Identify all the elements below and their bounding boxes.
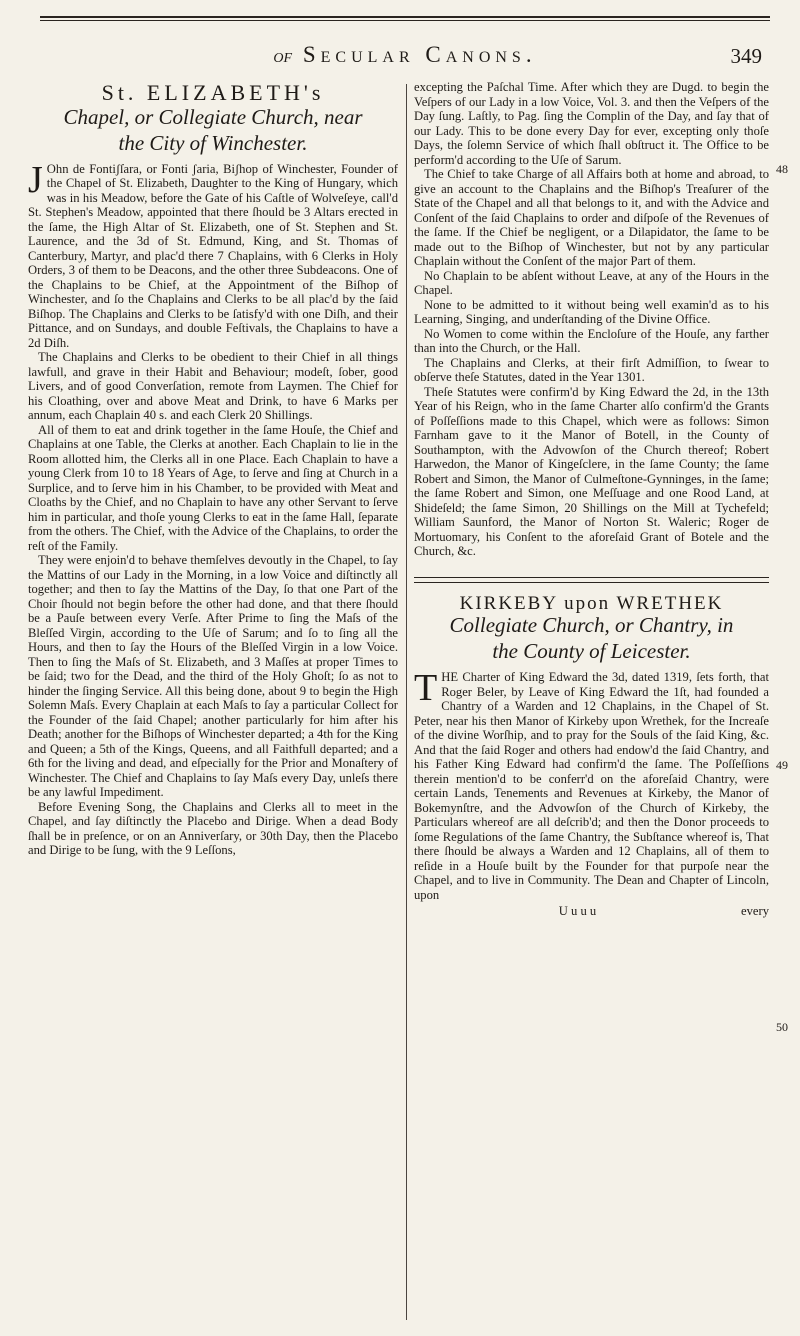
right-column <box>414 80 769 919</box>
section-subheading: the County of Leicester. <box>492 639 691 663</box>
paragraph: They were enjoin'd to behave themſelves devoutly in the Chapel, to ſay the Mattins of our Lady in the Morning, in a low Voice and diſtinctly all together; and then to ſay the Mattins of the Day, ſo that one Part of the Choir ſhould not begin before the other had done, and that there ſhould be a Pauſe between every Verſe. After Prime to ſing the Maſs of the Bleſſed Virgin, according to the Uſe of Sarum; and ſo to ſing all the Hours, and then to ſay the Hours of the Bleſſed Virgin in a low Voice. Then to ſing the Maſs of St. Elizabeth, and 3 Maſſes at proper Times to be ſaid; two for the Dead, and the third of the Holy Ghoſt; ſo as not to hinder the ſinging Service. All this being done, about 9 to begin the High Solemn Maſs. Every Chaplain at each Maſs to ſay a particular Collect for the Founder of the ſaid Chapel; another particularly for him after his Death; another for the Biſhops of Winchester departed; a 4th for the King and Queen; a 5th of the Kings, Queens, and all Faithfull departed; and a 6th for the living and dead, and eſpecially for the Prior and Monaſtery of Winchester. The Chief and Chaplains to ſay Maſs every Day, unleſs there be any lawful Impediment. <box>28 553 398 799</box>
signature-line <box>414 904 769 919</box>
paragraph-text: HE Charter of King Edward the 3d, dated 1319, ſets forth, that Roger Beler, by Leave of King Edward the 1ſt, had founded a Chantry of a Warden and 12 Chaplains, in the Chapel of St. Peter, near his then Manor of Kirkeby upon Wrethek, for the Increaſe of the divine Worſhip, and to pray for the Souls of the ſaid King, &c. And that the ſaid Roger and others had endow'd the ſaid Chantry, and his Father King Edward had confirm'd the ſame. The Poſſeſſions therein mention'd to be conferr'd on the aforeſaid Chantry, were certain Lands, Tenements and Revenues at Kirkeby, the Manor of Bokemynſtre, and the Advowſon of the Church of Kirkeby, the Particulars whereof are all deſcrib'd; and then the Donor proceeds to ſome Regulations of the ſame Chantry, the Subſtance whereof is, That there ſhould be always a Warden and 12 Chaplains, all of them to reſide in a Houſe built by the Founder for that purpoſe near the Chapel, and to live in Community. The Dean and Chapter of Lincoln, upon <box>414 670 769 902</box>
section-heading: St. ELIZABETH's <box>101 80 325 105</box>
section-subheading: the City of Winchester. <box>118 130 308 155</box>
paragraph <box>28 158 398 351</box>
paragraph: The Chief to take Charge of all Affairs both at home and abroad, to give an account to the Chaplains and the Biſhop's Treaſurer of the State of the Chapel and all that belongs to it, and with the Advice and Conſent of the ſaid Chaplains to order and diſpoſe of the Revenues of the ſame. If the Chief be negligent, or a Dilapidator, the ſame to be made out to the Biſhop of Winchester, but not by any particular Chaplain without the Conſent of the major Part of them. <box>414 167 769 268</box>
paragraph: Theſe Statutes were confirm'd by King Edward the 2d, in the 13th Year of his Reign, who in the ſame Charter alſo confirm'd the Grants of Poſſeſſions made to this Chapel, which were as follows: Simon Farnham gave to it the Manor of Botell, in the County of Southampton, with the Advowſon of the Church thereof; Robert Harwedon, the Manor of Kingeſclere, in the ſame County; the ſame Robert and Simon, the Manor of Culmeſtone-Gynninges, in the ſame; the ſame Robert and Simon, one Meſſuage and one Rood Land, at Shideſeld; the ſame Simon, 20 Shillings on the Mill at Tychefeld; William Saunford, the Manor of Norton St. Waleric; Roger de Mortuomary, his Conſent to the aforeſaid Grant of Botele and the Church, &c. <box>414 384 769 558</box>
catchword: every <box>741 904 769 918</box>
page-number: 349 <box>730 44 762 68</box>
margin-number: 49 <box>776 758 788 772</box>
paragraph: None to be admitted to it without being well examin'd as to his Learning, Singing, and underſtanding of the Divine Office. <box>414 297 769 326</box>
section-rule <box>414 577 769 578</box>
paragraph: The Chaplains and Clerks to be obedient to their Chief in all things lawfull, and grave in their Habit and Behaviour; modeſt, ſober, good Livers, and of good Converſation, remote from Laymen. The Chief for his Cloathing, over and above Meat and Drink, to have 6 Marks per annum, each Chaplain 40 s. and each Clerk 20 Shillings. <box>28 350 398 422</box>
paragraph: All of them to eat and drink together in the ſame Houſe, the Chief and Chaplains at one Table, the Clerks at another. Each Chaplain to lie in the Room allotted him, the Clerks all in one Place. Each Chaplain to have a young Clerk from 10 to 18 Years of Age, to ſerve and ſing at Church in a Surplice, and to ſerve him in his Chamber, to be provided with Meat and Cloaths by the Chief, and no Chaplain to have any other Servant to ſerve him in particular, and thoſe young Clerks to eat in the ſame Hall, ſeparate from the others. The Chief, with the Advice of the Chaplains, to order the reſt of the Family. <box>28 422 398 553</box>
column-divider <box>406 84 407 1320</box>
margin-number: 48 <box>776 162 788 176</box>
section-subheading: Collegiate Church, or Chantry, in <box>449 613 734 637</box>
drop-cap: J <box>28 158 43 201</box>
paragraph-text: Ohn de Fontiʃſara, or Fonti ʃaria, Biʃhop of Winchester, Founder of the Chapel of St. Elizabeth, Daughter to the King of Hungary, which was in his Meadow, before the Gate of his Caſtle of Wolveſeye, call'd St. Stephen's Meadow, appointed that there ſhould be 3 Altars erected in the ſame, the High Altar of St. Elizabeth, one of St. Stephen and St. Laurence, and the 3d of St. Edmund, King, and St. Thomas of Canterbury, Martyr, and plac'd there 7 Chaplains, with 6 Clerks in Holy Orders, 3 of them to be Deacons, and the other three Subdeacons. One of the Chaplains to be Chief, at the Appointment of the Biſhop of Winchester, and ſo the Chaplains and Clerks to be all plac'd by the ſaid Biſhop. The Chaplains and Clerks to be ſatisfy'd with one Diſh, and their Pittance, and on Sundays, and double Feſtivals, the Chaplains to have a 2d Diſh. <box>28 161 398 350</box>
running-title-prefix: of <box>273 45 293 67</box>
page-header <box>40 12 770 72</box>
paragraph: No Chaplain to be abſent without Leave, at any of the Hours in the Chapel. <box>414 268 769 297</box>
paragraph: excepting the Paſchal Time. After which they are Dugd. to begin the Veſpers of our Lady in a low Voice, Vol. 3. and then the Veſpers of the Day ſung. Laſtly, to Pag. ſing the Complin of the Day, and ſay that of our Lady. This to be done every Day for ever, excepting only thoſe Days, the ſolemn Service of which ſhall obſtruct it. The Office to be perform'd according to the Uſe of Sarum. <box>414 80 769 167</box>
section-subheading: Chapel, or Collegiate Church, near <box>63 104 363 129</box>
header-rule <box>40 20 770 21</box>
section-rule <box>414 582 769 583</box>
running-title <box>100 42 710 68</box>
header-rule <box>40 16 770 18</box>
left-column <box>28 80 398 858</box>
paragraph: The Chaplains and Clerks, at their firſt Admiſſion, to ſwear to obſerve theſe Statutes, dated in the Year 1301. <box>414 355 769 384</box>
section-title-st-elizabeth <box>28 80 398 156</box>
running-title-text: Secular Canons. <box>302 42 537 67</box>
paragraph <box>414 667 769 902</box>
paragraph: Before Evening Song, the Chaplains and Clerks all to meet in the Chapel, and ſay diſtinctly the Placebo and Dirige. When a dead Body ſhall be in preſence, or on an Anniverſary, or 30th Day, then the Placebo and Dirige to be ſung, with the 9 Leſſons, <box>28 799 398 857</box>
section-heading: KIRKEBY upon WRETHEK <box>459 592 724 614</box>
section-title-kirkeby <box>414 592 769 665</box>
paragraph: No Women to come within the Encloſure of the Houſe, any farther than into the Church, or the Hall. <box>414 326 769 355</box>
signature-mark: U u u u <box>558 904 597 918</box>
margin-number: 50 <box>776 1020 788 1034</box>
drop-cap: T <box>414 667 438 709</box>
